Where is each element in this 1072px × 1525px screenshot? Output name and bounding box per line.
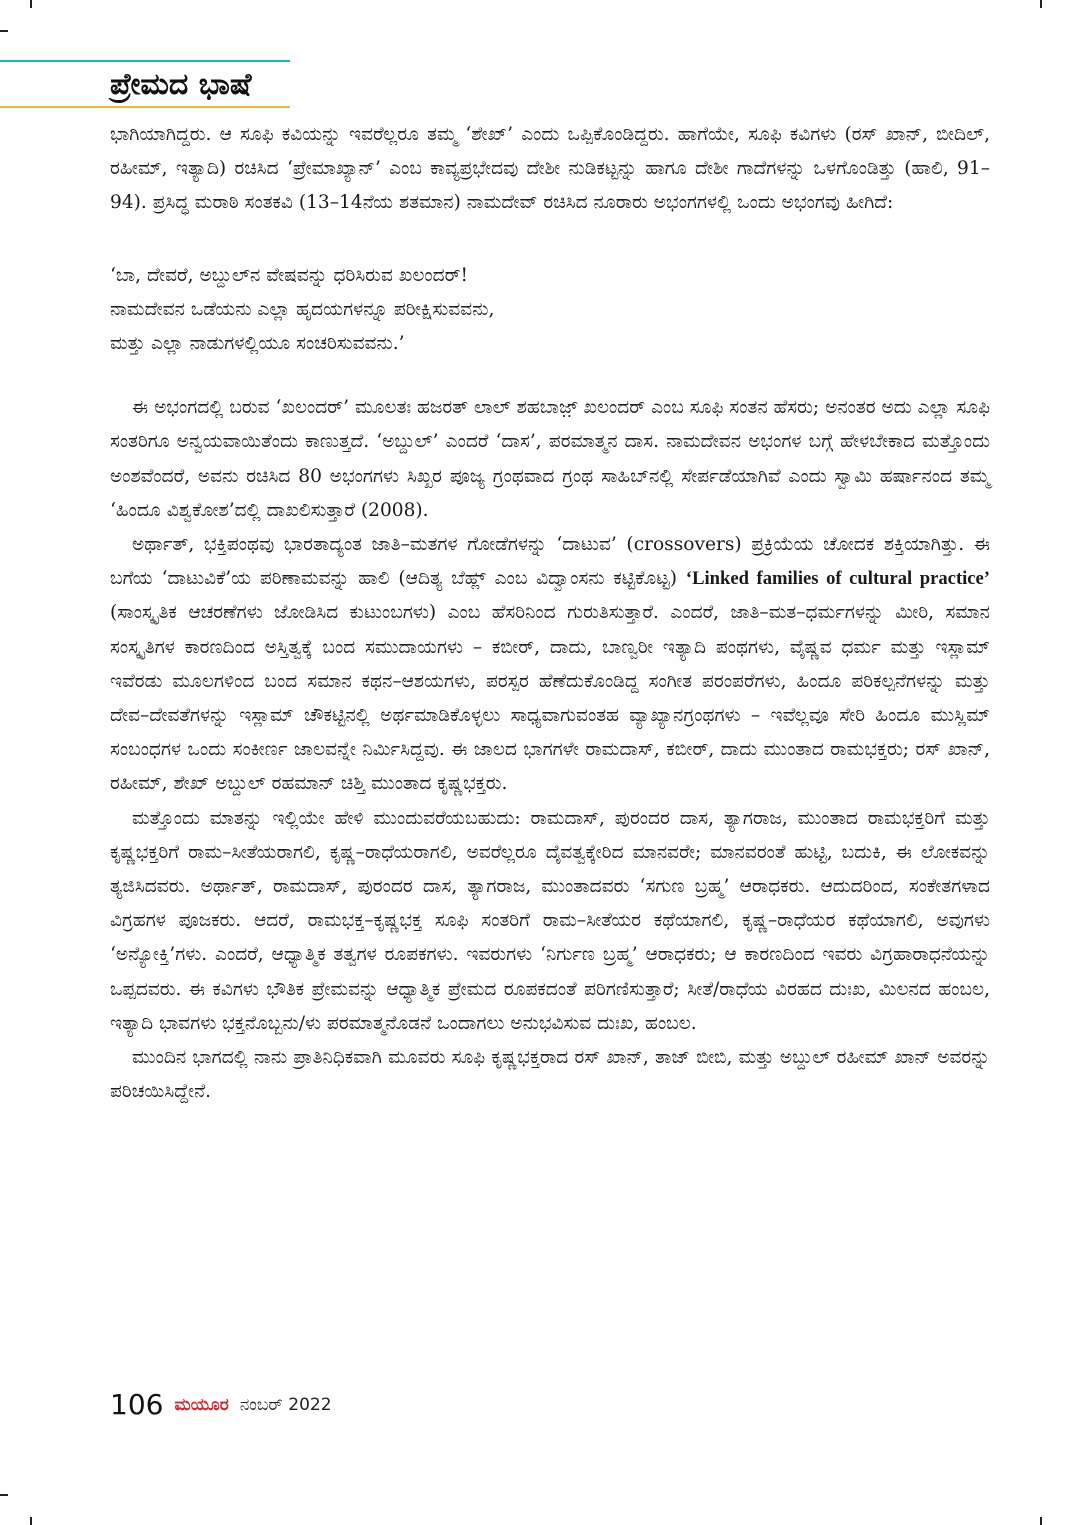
paragraph-1: ಭಾಗಿಯಾಗಿದ್ದರು. ಆ ಸೂಫಿ ಕವಿಯನ್ನು ಇವರೆಲ್ಲರೂ ತಮ್ಮ ‘ಶೇಖ್’ ಎಂದು ಒಪ್ಪಿಕೊಂಡಿದ್ದರು. ಹಾಗೆಯೇ, ಸೂಫಿ ಕವಿಗಳು (ರಸ್ ಖಾನ್, ಬೀದಿಲ್, ರಹೀಮ್, ಇತ್ಯಾದಿ) ರಚಿಸಿದ ‘ಪ್ರೇಮಾಖ್ಯಾನ್’ ಎಂಬ ಕಾವ್ಯಪ್ರಭೇದವು ದೇಶೀ ನುಡಿಕಟ್ಟನ್ನು ಹಾಗೂ ದೇಶೀ ಗಾದೆಗಳನ್ನು ಒಳಗೊಂಡಿತ್ತು (ಹಾಲಿ, 91–94). ಪ್ರಸಿದ್ಧ ಮರಾಠಿ ಸಂತಕವಿ (13–14ನೆಯ ಶತಮಾನ) ನಾಮದೇವ್ ರಚಿಸಿದ ನೂರಾರು ಅಭಂಗಗಳಲ್ಲಿ ಒಂದು ಅಭಂಗವು ಹೀಗಿದೆ:: [110, 124, 990, 214]
article-body: [110, 118, 990, 1109]
header-rule-top: [0, 60, 290, 62]
crop-mark-top-left: [30, 0, 32, 8]
section-header: [0, 58, 300, 108]
paragraph-3-part-b: (ಸಾಂಸ್ಕೃತಿಕ ಆಚರಣೆಗಳು ಜೋಡಿಸಿದ ಕುಟುಂಬಗಳು) ಎಂಬ ಹೆಸರಿನಿಂದ ಗುರುತಿಸುತ್ತಾರೆ. ಎಂದರೆ, ಜಾತಿ–ಮತ–ಧರ್ಮಗಳನ್ನು ಮೀರಿ, ಸಮಾನ ಸಂಸ್ಕೃತಿಗಳ ಕಾರಣದಿಂದ ಅಸ್ತಿತ್ವಕ್ಕೆ ಬಂದ ಸಮುದಾಯಗಳು – ಕಬೀರ್, ದಾದು, ಬಾಣ್ವರೀ ಇತ್ಯಾದಿ ಪಂಥಗಳು, ವೈಷ್ಣವ ಧರ್ಮ ಮತ್ತು ಇಸ್ಲಾಮ್ ಇವೆರಡು ಮೂಲಗಳಿಂದ ಬಂದ ಸಮಾನ ಕಥನ–ಆಶಯಗಳು, ಪರಸ್ಪರ ಹೆಣೆದುಕೊಂಡಿದ್ದ ಸಂಗೀತ ಪರಂಪರೆಗಳು, ಹಿಂದೂ ಪರಿಕಲ್ಪನೆಗಳನ್ನು ಮತ್ತು ದೇವ–ದೇವತೆಗಳನ್ನು ಇಸ್ಲಾಮ್ ಚೌಕಟ್ಟಿನಲ್ಲಿ ಅರ್ಥಮಾಡಿಕೊಳ್ಳಲು ಸಾಧ್ಯವಾಗುವಂತಹ ವ್ಯಾಖ್ಯಾನಗ್ರಂಥಗಳು – ಇವೆಲ್ಲವೂ ಸೇರಿ ಹಿಂದೂ ಮುಸ್ಲಿಮ್ ಸಂಬಂಧಗಳ ಒಂದು ಸಂಕೀರ್ಣ ಜಾಲವನ್ನೇ ನಿರ್ಮಿಸಿದ್ದವು. ಈ ಜಾಲದ ಭಾಗಗಳೇ ರಾಮದಾಸ್, ಕಬೀರ್, ದಾದು ಮುಂತಾದ ರಾಮಭಕ್ತರು; ರಸ್ ಖಾನ್, ರಹೀಮ್, ಶೇಖ್ ಅಬ್ದುಲ್ ರಹಮಾನ್ ಚಿಶ್ತಿ ಮುಂತಾದ ಕೃಷ್ಣಭಕ್ತರು.: [110, 602, 990, 795]
issue-label: ನಂಬರ್ 2022: [239, 1394, 332, 1415]
paragraph-2: ಈ ಅಭಂಗದಲ್ಲಿ ಬರುವ ‘ಖಲಂದರ್’ ಮೂಲತಃ ಹಜರತ್ ಲಾಲ್ ಶಹಬಾಜ಼್ ಖಲಂದರ್ ಎಂಬ ಸೂಫಿ ಸಂತನ ಹೆಸರು; ಅನಂತರ ಅದು ಎಲ್ಲಾ ಸೂಫಿ ಸಂತರಿಗೂ ಅನ್ವಯವಾಯಿತೆಂದು ಕಾಣುತ್ತದೆ. ‘ಅಬ್ದುಲ್’ ಎಂದರೆ ‘ದಾಸ’, ಪರಮಾತ್ಮನ ದಾಸ. ನಾಮದೇವನ ಅಭಂಗಳ ಬಗ್ಗೆ ಹೇಳಬೇಕಾದ ಮತ್ತೊಂದು ಅಂಶವೆಂದರೆ, ಅವನು ರಚಿಸಿದ 80 ಅಭಂಗಗಳು ಸಿಖ್ಖರ ಪೂಜ್ಯ ಗ್ರಂಥವಾದ ಗ್ರಂಥ ಸಾಹಿಬ್‌ನಲ್ಲಿ ಸೇರ್ಪಡೆಯಾಗಿವೆ ಎಂದು ಸ್ವಾಮಿ ಹರ್ಷಾನಂದ ತಮ್ಮ ‘ಹಿಂದೂ ವಿಶ್ವಕೋಶ’ದಲ್ಲಿ ದಾಖಲಿಸುತ್ತಾರೆ (2008).: [110, 397, 990, 521]
paragraph-3: [110, 528, 990, 802]
crop-mark-bottom-left: [30, 1517, 32, 1525]
paragraph-4: ಮತ್ತೊಂದು ಮಾತನ್ನು ಇಲ್ಲಿಯೇ ಹೇಳಿ ಮುಂದುವರೆಯಬಹುದು: ರಾಮದಾಸ್, ಪುರಂದರ ದಾಸ, ತ್ಯಾಗರಾಜ, ಮುಂತಾದ ರಾಮಭಕ್ತರಿಗೆ ಮತ್ತು ಕೃಷ್ಣಭಕ್ತರಿಗೆ ರಾಮ–ಸೀತೆಯರಾಗಲಿ, ಕೃಷ್ಣ–ರಾಧೆಯರಾಗಲಿ, ಅವರೆಲ್ಲರೂ ದೈವತ್ವಕ್ಕೇರಿದ ಮಾನವರೇ; ಮಾನವರಂತೆ ಹುಟ್ಟಿ, ಬದುಕಿ, ಈ ಲೋಕವನ್ನು ತ್ಯಜಿಸಿದವರು. ಅರ್ಥಾತ್, ರಾಮದಾಸ್, ಪುರಂದರ ದಾಸ, ತ್ಯಾಗರಾಜ, ಮುಂತಾದವರು ‘ಸಗುಣ ಬ್ರಹ್ಮ’ ಆರಾಧಕರು. ಆದುದರಿಂದ, ಸಂಕೇತಗಳಾದ ವಿಗ್ರಹಗಳ ಪೂಜಕರು. ಆದರೆ, ರಾಮಭಕ್ತ–ಕೃಷ್ಣಭಕ್ತ ಸೂಫಿ ಸಂತರಿಗೆ ರಾಮ–ಸೀತೆಯರ ಕಥೆಯಾಗಲಿ, ಕೃಷ್ಣ–ರಾಧೆಯರ ಕಥೆಯಾಗಲಿ, ಅವುಗಳು ‘ಅನ್ಯೋಕ್ತಿ’ಗಳು. ಎಂದರೆ, ಆಧ್ಯಾತ್ಮಿಕ ತತ್ವಗಳ ರೂಪಕಗಳು. ಇವರುಗಳು ‘ನಿರ್ಗುಣ ಬ್ರಹ್ಮ’ ಆರಾಧಕರು; ಆ ಕಾರಣದಿಂದ ಇವರು ವಿಗ್ರಹಾರಾಧನೆಯನ್ನು ಒಪ್ಪದವರು. ಈ ಕವಿಗಳು ಭೌತಿಕ ಪ್ರೇಮವನ್ನು ಆಧ್ಯಾತ್ಮಿಕ ಪ್ರೇಮದ ರೂಪಕದಂತೆ ಪರಿಗಣಿಸುತ್ತಾರೆ; ಸೀತೆ/ರಾಧೆಯ ವಿರಹದ ದುಃಖ, ಮಿಲನದ ಹಂಬಲ, ಇತ್ಯಾದಿ ಭಾವಗಳು ಭಕ್ತನೊಬ್ಬನು/ಳು ಪರಮಾತ್ಮನೊಡನೆ ಒಂದಾಗಲು ಅನುಭವಿಸುವ ದುಃಖ, ಹಂಬಲ.: [110, 807, 990, 1034]
english-term: ‘Linked families of cultural practice’: [685, 568, 990, 590]
quote-line: ‘ಬಾ, ದೇವರೆ, ಅಬ್ದುಲ್‌ನ ವೇಷವನ್ನು ಧರಿಸಿರುವ ಖಲಂದರ್!: [110, 264, 468, 286]
crop-mark-left-bottom: [0, 1494, 8, 1496]
page-number: 106: [110, 1388, 164, 1421]
quote-line: ನಾಮದೇವನ ಒಡೆಯನು ಎಲ್ಲಾ ಹೃದಯಗಳನ್ನೂ ಪರೀಕ್ಷಿಸುವವನು,: [110, 298, 495, 320]
magazine-logo: ಮಯೂರ: [174, 1394, 229, 1415]
paragraph-3-part-a: ಅರ್ಥಾತ್, ಭಕ್ತಿಪಂಥವು ಭಾರತಾದ್ಯಂತ ಜಾತಿ–ಮತಗಳ ಗೋಡೆಗಳನ್ನು ‘ದಾಟುವ’ (crossovers) ಪ್ರಕ್ರಿಯೆಯ ಚೋದಕ ಶಕ್ತಿಯಾಗಿತ್ತು. ಈ ಬಗೆಯ ‘ದಾಟುವಿಕೆ’ಯ ಪರಿಣಾಮವನ್ನು ಹಾಲಿ (ಆದಿತ್ಯ ಬೆಹ್ಲ್ ಎಂಬ ವಿದ್ವಾಂಸನು ಕಟ್ಟಿಕೊಟ್ಟ): [110, 534, 990, 590]
header-rule-bottom: [0, 106, 290, 108]
abhanga-quote: [110, 259, 990, 362]
crop-mark-top-right: [1040, 0, 1042, 8]
page-footer: [110, 1388, 332, 1421]
spacer: [110, 221, 990, 251]
paragraph-5: ಮುಂದಿನ ಭಾಗದಲ್ಲಿ ನಾನು ಪ್ರಾತಿನಿಧಿಕವಾಗಿ ಮೂವರು ಸೂಫಿ ಕೃಷ್ಣಭಕ್ತರಾದ ರಸ್ ಖಾನ್, ತಾಜ್ ಬೀಬಿ, ಮತ್ತು ಅಬ್ದುಲ್ ರಹೀಮ್ ಖಾನ್ ಅವರನ್ನು ಪರಿಚಯಿಸಿದ್ದೇನೆ.: [110, 1047, 990, 1103]
crop-mark-bottom-right: [1040, 1517, 1042, 1525]
quote-line: ಮತ್ತು ಎಲ್ಲಾ ನಾಡುಗಳಲ್ಲಿಯೂ ಸಂಚರಿಸುವವನು.’: [110, 333, 405, 355]
crop-mark-left-top: [0, 30, 8, 32]
page-title: ಪ್ರೇಮದ ಭಾಷೆ: [110, 67, 252, 102]
